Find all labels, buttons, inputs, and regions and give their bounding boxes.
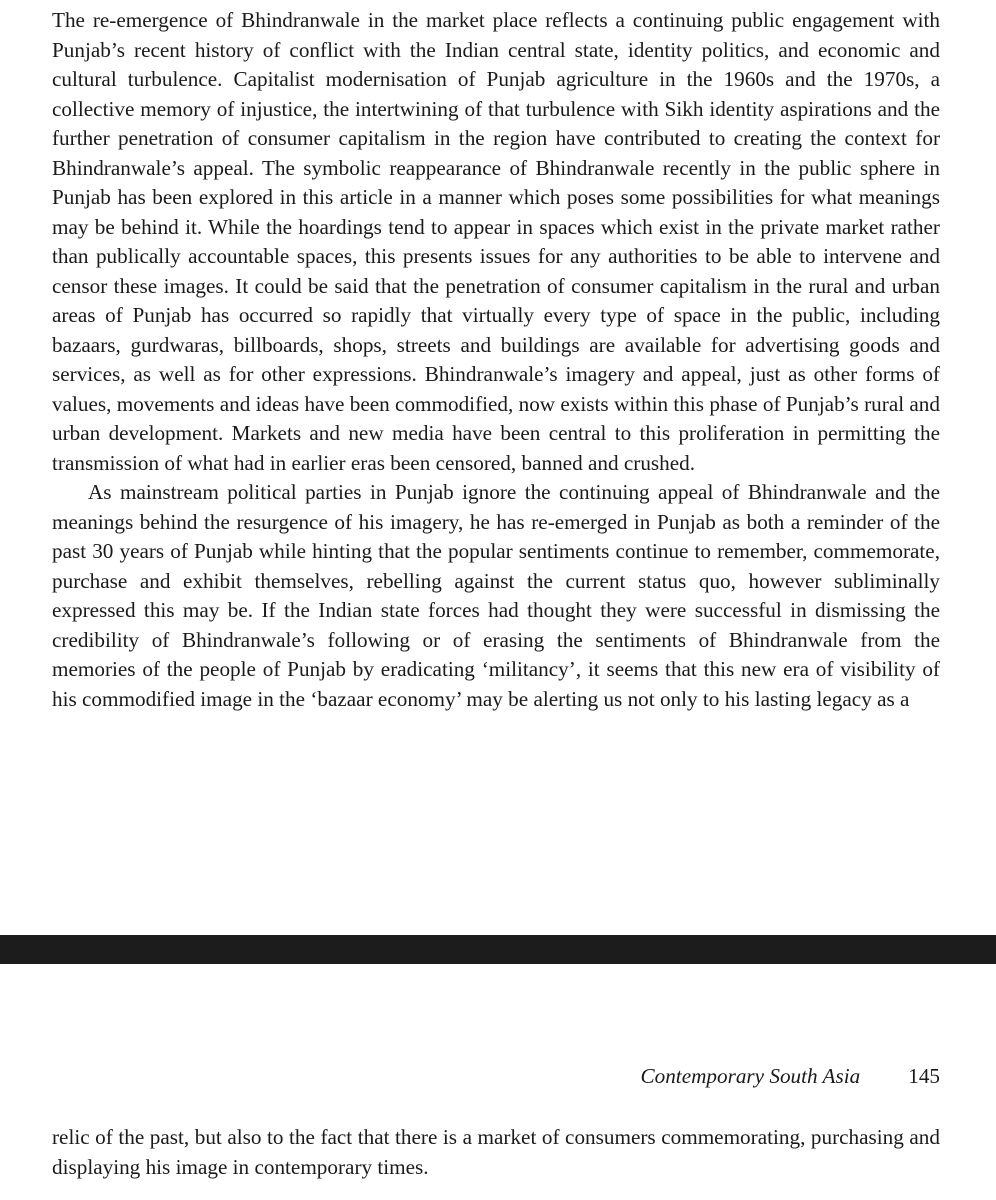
journal-title: Contemporary South Asia — [640, 1064, 861, 1088]
running-head — [640, 1062, 940, 1091]
paragraph-continuation: relic of the past, but also to the fact that there is a market of consumers commemorating, purchasing and displaying his image in contemporary times. — [52, 1125, 940, 1179]
body-text-lower — [52, 1123, 940, 1182]
page-lower — [0, 964, 996, 1200]
page-number: 145 — [908, 1064, 940, 1088]
paragraph-1: The re-emergence of Bhindranwale in the market place reflects a continuing public engagement with Punjab’s recent history of conflict with the Indian central state, identity politics, and economic and cultural turbulence. Capitalist modernisation of Punjab agriculture in the 1960s and the 1970s, a collective memory of injustice, the intertwining of that turbulence with Sikh identity aspirations and the further penetration of consumer capitalism in the region have contributed to creating the context for Bhindranwale’s appeal. The symbolic reappearance of Bhindranwale recently in the public sphere in Punjab has been explored in this article in a manner which poses some possibilities for what meanings may be behind it. While the hoardings tend to appear in spaces which exist in the private market rather than publically accountable spaces, this presents issues for any authorities to be able to intervene and censor these images. It could be said that the penetration of consumer capitalism in the rural and urban areas of Punjab has occurred so rapidly that virtually every type of space in the public, including bazaars, gurdwaras, billboards, shops, streets and buildings are available for advertising goods and services, as well as for other expressions. Bhindranwale’s imagery and appeal, just as other forms of values, movements and ideas have been commodified, now exists within this phase of Punjab’s rural and urban development. Markets and new media have been central to this proliferation in permitting the transmission of what had in earlier eras been censored, banned and crushed. — [52, 8, 940, 475]
page-separator-bar — [0, 935, 996, 964]
paragraph-2: As mainstream political parties in Punjab ignore the continuing appeal of Bhindranwale and the meanings behind the resurgence of his imagery, he has re-emerged in Punjab as both a reminder of the past 30 years of Punjab while hinting that the popular sentiments continue to remember, commemorate, purchase and exhibit themselves, rebelling against the current status quo, however subliminally expressed this may be. If the Indian state forces had thought they were successful in dismissing the credibility of Bhindranwale’s following or of erasing the sentiments of Bhindranwale from the memories of the people of Punjab by eradicating ‘militancy’, it seems that this new era of visibility of his commodified image in the ‘bazaar economy’ may be alerting us not only to his lasting legacy as a — [52, 480, 940, 711]
body-text-upper — [52, 6, 940, 714]
